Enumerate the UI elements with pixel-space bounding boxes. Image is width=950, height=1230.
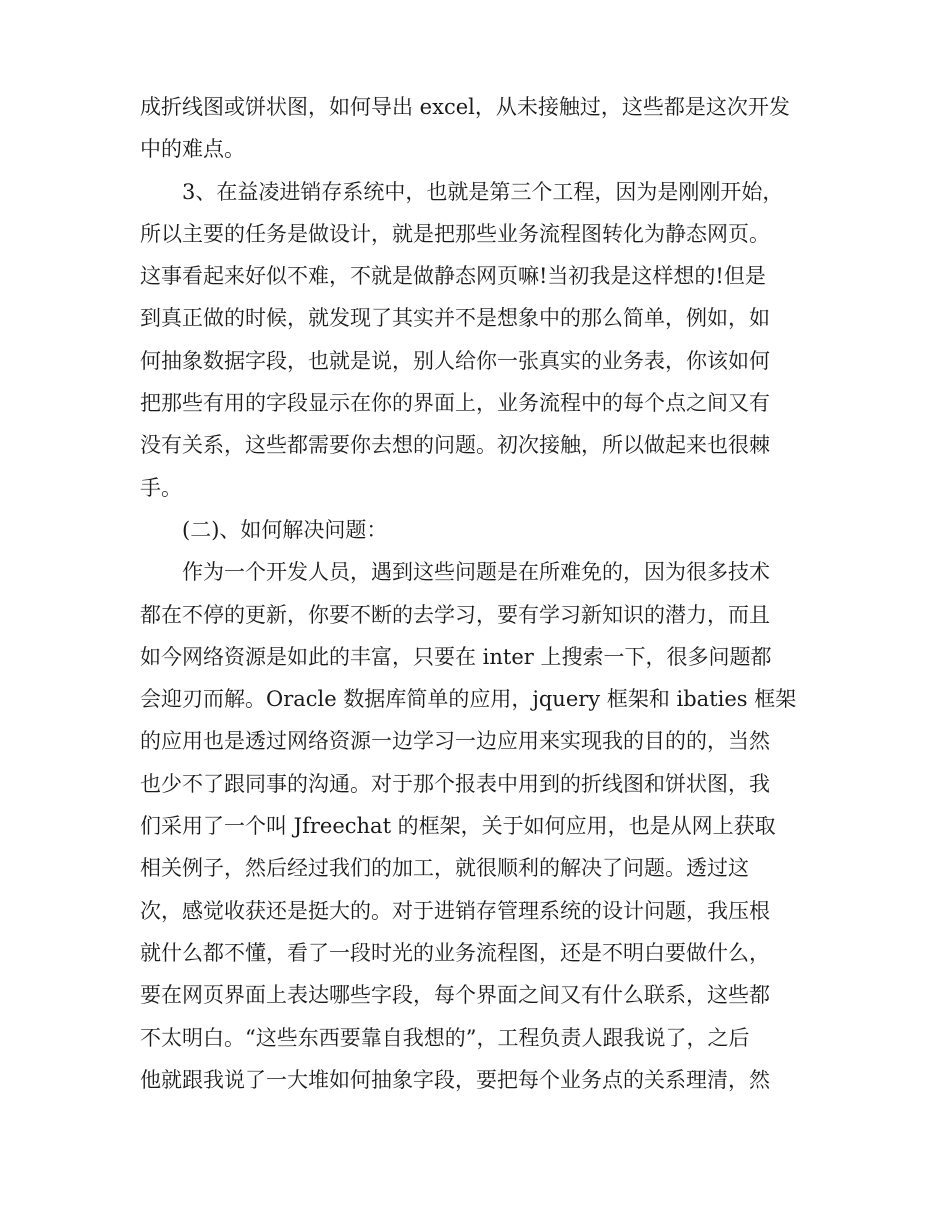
text-line: 何抽象数据字段，也就是说，别人给你一张真实的业务表，你该如何 bbox=[140, 348, 770, 373]
text-line: 也少不了跟同事的沟通。对于那个报表中用到的折线图和饼状图，我 bbox=[140, 771, 770, 796]
text-line: 不太明白。“这些东西要靠自我想的”，工程负责人跟我说了，之后 bbox=[140, 1025, 750, 1050]
document-body bbox=[140, 86, 820, 1101]
text-line: 成折线图或饼状图，如何导出 excel，从未接触过，这些都是这次开发 bbox=[140, 95, 790, 119]
text-line: 们采用了一个叫 Jfreechat 的框架，关于如何应用，也是从网上获取 bbox=[140, 814, 776, 839]
text-line: 要在网页界面上表达哪些字段，每个界面之间又有什么联系，这些都 bbox=[140, 983, 770, 1008]
text-line: 都在不停的更新，你要不断的去学习，要有学习新知识的潜力，而且 bbox=[140, 602, 770, 627]
text-line: 的应用也是透过网络资源一边学习一边应用来实现我的目的的，当然 bbox=[140, 729, 770, 754]
text-line: 相关例子，然后经过我们的加工，就很顺利的解决了问题。透过这 bbox=[140, 856, 749, 881]
text-line: 手。 bbox=[140, 475, 182, 500]
text-line: 作为一个开发人员，遇到这些问题是在所难免的，因为很多技术 bbox=[182, 560, 770, 585]
text-line: 到真正做的时候，就发现了其实并不是想象中的那么简单，例如，如 bbox=[140, 306, 770, 331]
text-line: 把那些有用的字段显示在你的界面上，业务流程中的每个点之间又有 bbox=[140, 391, 770, 416]
section-heading: (二)、如何解决问题： bbox=[182, 517, 388, 542]
text-line: 所以主要的任务是做设计，就是把那些业务流程图转化为静态网页。 bbox=[140, 221, 770, 246]
text-line: 如今网络资源是如此的丰富，只要在 inter 上搜索一下，很多问题都 bbox=[140, 644, 772, 669]
text-line: 3、在益凌进销存系统中，也就是第三个工程，因为是刚刚开始， bbox=[182, 179, 784, 204]
text-line: 没有关系，这些都需要你去想的问题。初次接触，所以做起来也很棘 bbox=[140, 433, 770, 458]
text-line: 就什么都不懂，看了一段时光的业务流程图，还是不明白要做什么， bbox=[140, 940, 770, 965]
text-line: 中的难点。 bbox=[140, 137, 245, 162]
text-line: 这事看起来好似不难，不就是做静态网页嘛!当初我是这样想的!但是 bbox=[140, 264, 766, 289]
text-line: 次，感觉收获还是挺大的。对于进销存管理系统的设计问题，我压根 bbox=[140, 898, 770, 923]
text-line: 他就跟我说了一大堆如何抽象字段，要把每个业务点的关系理清，然 bbox=[140, 1067, 770, 1092]
text-line: 会迎刃而解。Oracle 数据库简单的应用，jquery 框架和 ibaties 框架 bbox=[140, 687, 797, 712]
